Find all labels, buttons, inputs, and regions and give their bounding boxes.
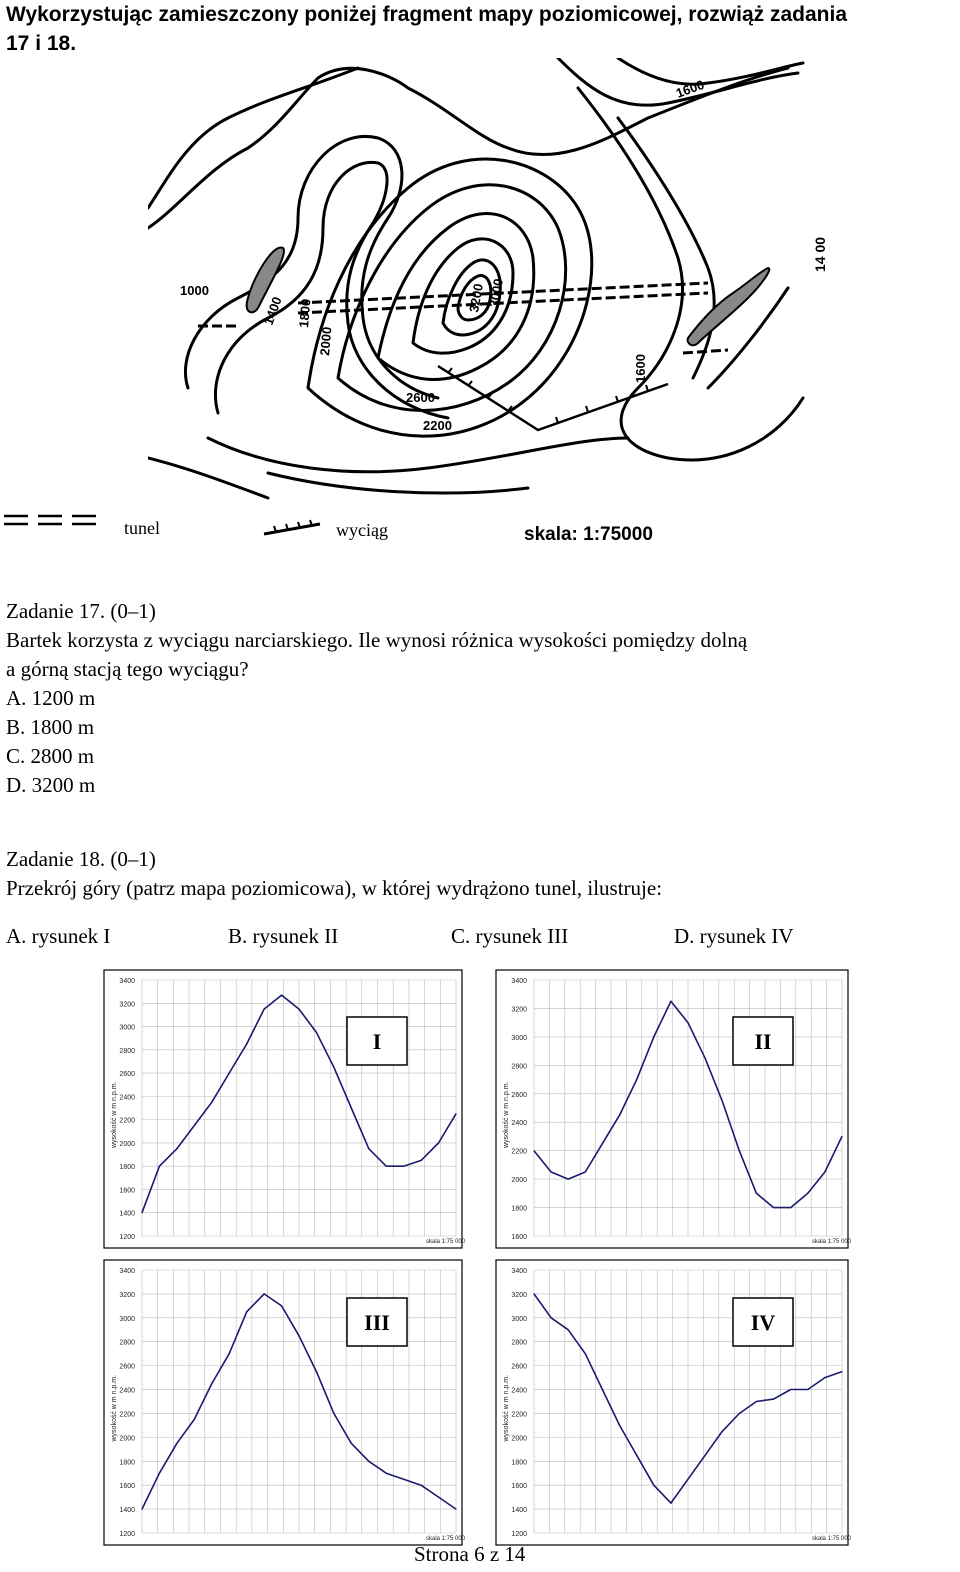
data-point <box>264 1293 265 1294</box>
data-point <box>824 1377 825 1378</box>
y-tick-label: 2800 <box>119 1339 135 1347</box>
map-scale: skala: 1:75000 <box>524 524 653 545</box>
data-point <box>386 1166 387 1167</box>
contour-label: 2200 <box>423 418 452 433</box>
y-tick-label: 2400 <box>511 1387 527 1395</box>
data-point <box>568 1179 569 1180</box>
data-point <box>421 1485 422 1486</box>
data-point <box>211 1102 212 1103</box>
scale-note: skala 1:75 000 <box>812 1536 852 1542</box>
data-point <box>438 1142 439 1143</box>
profile-chart-II <box>496 970 852 1248</box>
task-17-option-a[interactable]: A. 1200 m <box>6 686 96 710</box>
data-point <box>316 1032 317 1033</box>
task-18 <box>6 845 956 903</box>
y-tick-label: 2400 <box>511 1120 527 1128</box>
data-point <box>670 1001 671 1002</box>
data-point <box>602 1143 603 1144</box>
y-tick-label: 2600 <box>119 1363 135 1371</box>
data-point <box>194 1419 195 1420</box>
data-point <box>316 1371 317 1372</box>
data-point <box>722 1100 723 1101</box>
data-point <box>246 1311 247 1312</box>
data-point <box>351 1107 352 1108</box>
data-point <box>421 1160 422 1161</box>
scale-note: skala 1:75 000 <box>426 1239 466 1245</box>
data-point <box>705 1058 706 1059</box>
data-point <box>141 1212 142 1213</box>
data-point <box>455 1509 456 1510</box>
data-point <box>229 1353 230 1354</box>
tunnel-legend-symbol <box>2 510 98 532</box>
chart-label: II <box>754 1029 772 1054</box>
y-tick-label: 3400 <box>119 978 135 985</box>
data-point <box>653 1485 654 1486</box>
y-tick-label: 3200 <box>511 1291 527 1299</box>
data-point <box>246 1043 247 1044</box>
data-point <box>790 1207 791 1208</box>
data-point <box>687 1022 688 1023</box>
data-point <box>264 1009 265 1010</box>
data-point <box>585 1171 586 1172</box>
y-tick-label: 1800 <box>119 1459 135 1467</box>
task-18-option-d[interactable]: D. rysunek IV <box>674 924 794 948</box>
data-point <box>141 1509 142 1510</box>
data-point <box>636 1079 637 1080</box>
chart-label: IV <box>750 1310 776 1335</box>
task-17-option-c[interactable]: C. 2800 m <box>6 744 95 768</box>
y-tick-label: 1200 <box>119 1531 135 1538</box>
y-tick-label: 1800 <box>119 1164 135 1172</box>
y-tick-label: 2800 <box>511 1063 527 1071</box>
scale-note: skala 1:75 000 <box>426 1536 466 1542</box>
y-tick-label: 2200 <box>511 1148 527 1156</box>
y-tick-label: 2600 <box>511 1091 527 1099</box>
contour-map <box>148 58 808 500</box>
y-tick-label: 2000 <box>119 1140 135 1148</box>
y-tick-label: 2400 <box>119 1094 135 1102</box>
y-tick-label: 1200 <box>119 1234 135 1241</box>
y-tick-label: 2200 <box>119 1411 135 1419</box>
data-point <box>298 1009 299 1010</box>
data-point <box>619 1115 620 1116</box>
lift-legend-symbol <box>262 516 322 538</box>
data-point <box>229 1073 230 1074</box>
data-point <box>281 995 282 996</box>
y-tick-label: 1400 <box>511 1507 527 1515</box>
profile-chart-IV <box>496 1260 852 1545</box>
data-point <box>705 1455 706 1456</box>
contour-label: 1600 <box>673 76 707 101</box>
y-tick-label: 3200 <box>119 1001 135 1009</box>
chart-frame <box>496 970 848 1248</box>
data-point <box>841 1136 842 1137</box>
profile-chart-III <box>104 1260 466 1545</box>
data-point <box>687 1479 688 1480</box>
data-point <box>636 1455 637 1456</box>
data-point <box>533 1293 534 1294</box>
data-point <box>756 1401 757 1402</box>
data-point <box>176 1443 177 1444</box>
y-tick-label: 1600 <box>511 1234 527 1241</box>
data-point <box>824 1171 825 1172</box>
y-axis-label: wysokość w m n.p.m. <box>503 1374 510 1442</box>
data-point <box>176 1148 177 1149</box>
tunnel-legend-label: tunel <box>124 518 160 538</box>
y-tick-label: 2800 <box>511 1339 527 1347</box>
y-tick-label: 2600 <box>119 1071 135 1079</box>
data-point <box>211 1383 212 1384</box>
scale-note: skala 1:75 000 <box>812 1239 852 1245</box>
contour-label: 1000 <box>180 283 209 298</box>
y-tick-label: 3200 <box>511 1006 527 1014</box>
intro-line-2: 17 i 18. <box>6 32 77 55</box>
contour-label: 1600 <box>633 354 648 383</box>
data-point <box>403 1479 404 1480</box>
data-point <box>368 1461 369 1462</box>
data-point <box>386 1473 387 1474</box>
data-point <box>333 1067 334 1068</box>
y-tick-label: 3000 <box>119 1315 135 1323</box>
data-point <box>194 1125 195 1126</box>
task-18-option-a[interactable]: A. rysunek I <box>6 924 111 948</box>
data-point <box>739 1150 740 1151</box>
data-point <box>159 1166 160 1167</box>
y-axis-label: wysokość w m n.p.m. <box>111 1081 118 1148</box>
y-tick-label: 2000 <box>119 1435 135 1443</box>
data-point <box>807 1389 808 1390</box>
data-point <box>773 1399 774 1400</box>
y-tick-label: 3400 <box>119 1268 135 1275</box>
data-point <box>159 1473 160 1474</box>
data-point <box>281 1305 282 1306</box>
data-point <box>551 1171 552 1172</box>
y-tick-label: 1600 <box>119 1483 135 1491</box>
y-tick-label: 3400 <box>511 978 527 985</box>
data-point <box>670 1503 671 1504</box>
y-axis-label: wysokość w m n.p.m. <box>503 1081 510 1148</box>
profile-charts <box>0 965 960 1565</box>
data-point <box>773 1207 774 1208</box>
task-18-question: Przekrój góry (patrz mapa poziomicowa), w której wydrążono tunel, ilustruje: <box>6 876 663 900</box>
chart-label: I <box>372 1029 382 1054</box>
task-18-option-c[interactable]: C. rysunek III <box>451 924 569 948</box>
y-tick-label: 2200 <box>511 1411 527 1419</box>
contour-label: 3200 <box>466 282 486 314</box>
data-point <box>403 1166 404 1167</box>
y-tick-label: 1800 <box>511 1205 527 1213</box>
lift-legend-label: wyciąg <box>336 520 388 540</box>
data-point <box>438 1497 439 1498</box>
data-point <box>368 1148 369 1149</box>
chart-label: III <box>364 1310 390 1335</box>
data-point <box>807 1193 808 1194</box>
data-point <box>551 1317 552 1318</box>
y-tick-label: 2600 <box>511 1363 527 1371</box>
data-point <box>602 1389 603 1390</box>
data-point <box>455 1113 456 1114</box>
task-17-option-b[interactable]: B. 1800 m <box>6 715 95 739</box>
data-point <box>533 1150 534 1151</box>
page-number: Strona 6 z 14 <box>414 1542 526 1566</box>
contour-label: 2000 <box>317 326 335 357</box>
task-18-title: Zadanie 18. (0–1) <box>6 847 156 871</box>
y-tick-label: 1400 <box>119 1210 135 1218</box>
task-17-question-line-1: Bartek korzysta z wyciągu narciarskiego. Ile wynosi różnica wysokości pomiędzy dolną <box>6 628 748 652</box>
profile-chart-I <box>104 970 466 1248</box>
contour-label: 2600 <box>406 390 435 405</box>
y-tick-label: 1200 <box>511 1531 527 1538</box>
y-axis-label: wysokość w m n.p.m. <box>111 1374 118 1442</box>
data-point <box>619 1425 620 1426</box>
y-tick-label: 3000 <box>511 1034 527 1042</box>
y-tick-label: 1800 <box>511 1459 527 1467</box>
task-17 <box>6 597 956 800</box>
data-point <box>790 1389 791 1390</box>
data-point <box>351 1443 352 1444</box>
y-tick-label: 2000 <box>511 1177 527 1185</box>
y-tick-label: 1400 <box>119 1507 135 1515</box>
data-point <box>653 1036 654 1037</box>
contour-label: 3000 <box>486 277 506 309</box>
y-tick-label: 3000 <box>119 1024 135 1032</box>
y-tick-label: 3400 <box>511 1268 527 1275</box>
y-tick-label: 2200 <box>119 1117 135 1125</box>
intro-line-1: Wykorzystując zamieszczony poniżej fragment mapy poziomicowej, rozwiąż zadania <box>6 3 847 26</box>
task-17-title: Zadanie 17. (0–1) <box>6 599 156 623</box>
y-tick-label: 3000 <box>511 1315 527 1323</box>
data-point <box>333 1413 334 1414</box>
data-point <box>739 1413 740 1414</box>
intro-text <box>6 0 926 58</box>
task-17-question-line-2: a górną stacją tego wyciągu? <box>6 657 249 681</box>
data-point <box>568 1329 569 1330</box>
contour-label-14: 14 00 <box>812 236 828 272</box>
data-point <box>585 1353 586 1354</box>
y-tick-label: 2000 <box>511 1435 527 1443</box>
data-point <box>756 1193 757 1194</box>
data-point <box>722 1431 723 1432</box>
y-tick-label: 1600 <box>511 1483 527 1491</box>
data-point <box>841 1371 842 1372</box>
task-18-option-b[interactable]: B. rysunek II <box>228 924 339 948</box>
y-tick-label: 1600 <box>119 1187 135 1195</box>
y-tick-label: 2800 <box>119 1047 135 1055</box>
task-17-option-d[interactable]: D. 3200 m <box>6 773 96 797</box>
data-point <box>298 1335 299 1336</box>
contour-label: 1400 <box>260 294 285 328</box>
contour-label: 1800 <box>296 298 314 329</box>
y-tick-label: 2400 <box>119 1387 135 1395</box>
y-tick-label: 3200 <box>119 1291 135 1299</box>
